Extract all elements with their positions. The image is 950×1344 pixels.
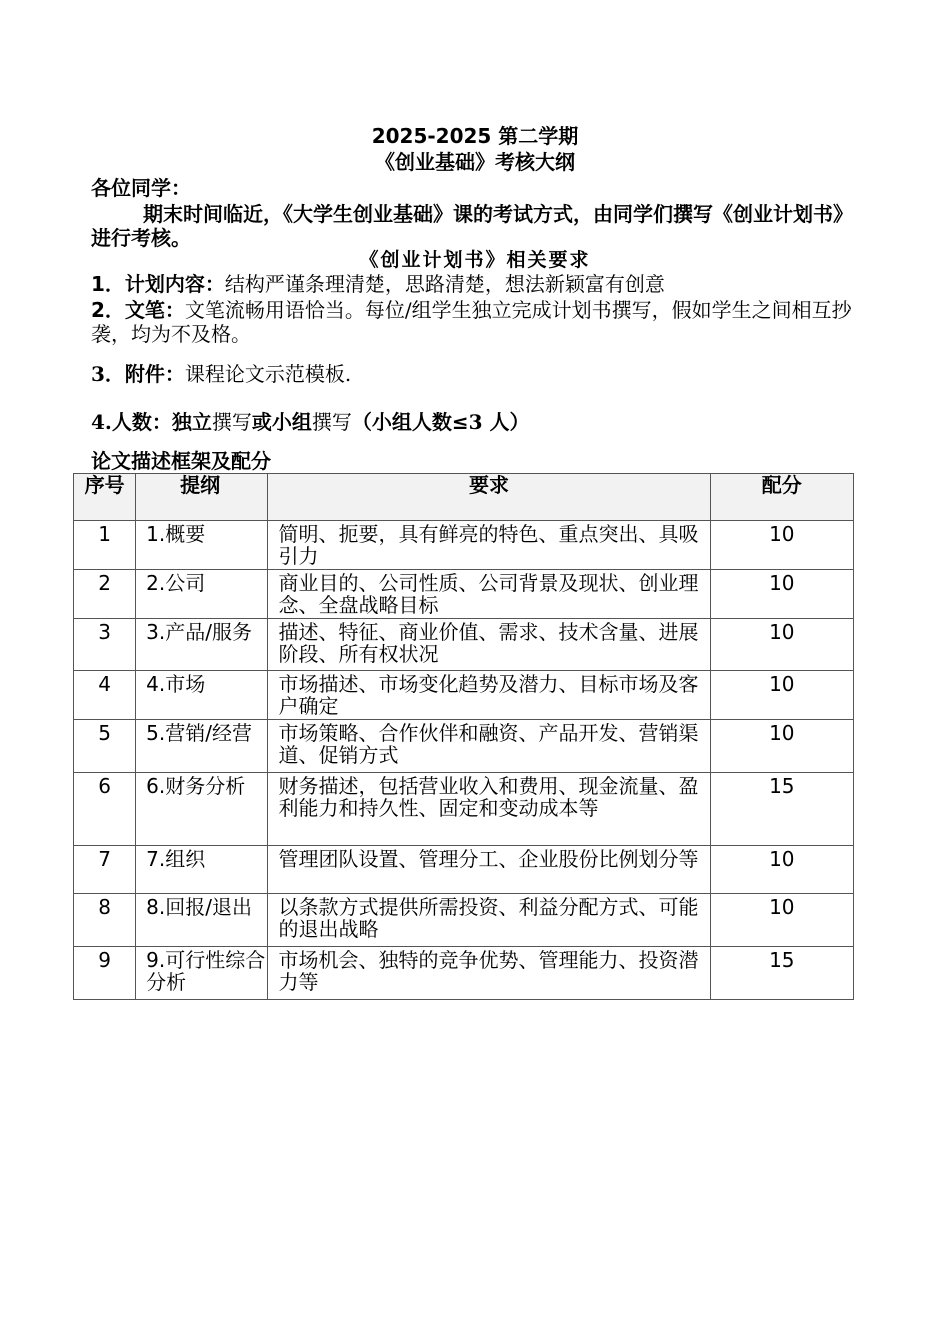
requirement-item-3 xyxy=(91,362,861,386)
table-row xyxy=(74,619,854,671)
column-header-outline: 提纲 xyxy=(136,474,268,521)
requirement-label: 4.人数： xyxy=(91,410,172,434)
row-outline: 4.市场 xyxy=(136,671,268,720)
row-score: 10 xyxy=(710,619,853,671)
course-title: 《创业基础》考核大纲 xyxy=(375,150,575,174)
intro-paragraph: 期末时间临近，《大学生创业基础》课的考试方式，由同学们撰写《创业计划书》进行考核。 xyxy=(91,202,853,250)
row-score: 10 xyxy=(710,671,853,720)
row-score: 10 xyxy=(710,894,853,947)
row-requirement: 市场机会、独特的竞争优势、管理能力、投资潜力等 xyxy=(268,947,710,1000)
row-outline: 5.营销/经营 xyxy=(136,720,268,773)
row-outline: 1.概要 xyxy=(136,521,268,570)
requirement-text-part: 或小组 xyxy=(251,410,312,434)
row-requirement: 以条款方式提供所需投资、利益分配方式、可能的退出战略 xyxy=(268,894,710,947)
table-row xyxy=(74,570,854,619)
row-outline: 7.组织 xyxy=(136,846,268,894)
row-requirement: 商业目的、公司性质、公司背景及现状、创业理念、全盘战略目标 xyxy=(268,570,710,619)
table-row xyxy=(74,894,854,947)
row-requirement: 市场策略、合作伙伴和融资、产品开发、营销渠道、促销方式 xyxy=(268,720,710,773)
row-number: 3 xyxy=(74,619,136,671)
row-score: 15 xyxy=(710,773,853,846)
row-number: 6 xyxy=(74,773,136,846)
table-row xyxy=(74,846,854,894)
score-table xyxy=(73,473,854,1000)
table-row xyxy=(74,671,854,720)
requirement-item-1 xyxy=(91,272,861,296)
row-score: 10 xyxy=(710,846,853,894)
row-number: 9 xyxy=(74,947,136,1000)
column-header-no: 序号 xyxy=(74,474,136,521)
row-score: 10 xyxy=(710,720,853,773)
row-outline: 6.财务分析 xyxy=(136,773,268,846)
table-row xyxy=(74,720,854,773)
term-title: 2025-2025 第二学期 xyxy=(371,124,579,148)
table-row xyxy=(74,521,854,570)
requirement-label: 1．计划内容： xyxy=(91,272,225,296)
row-requirement: 简明、扼要，具有鲜亮的特色、重点突出、具吸引力 xyxy=(268,521,710,570)
requirement-label: 3．附件： xyxy=(91,362,185,386)
greeting: 各位同学： xyxy=(91,176,191,200)
requirement-text: 结构严谨条理清楚，思路清楚，想法新颖富有创意 xyxy=(224,272,665,296)
row-requirement: 管理团队设置、管理分工、企业股份比例划分等 xyxy=(268,846,710,894)
table-row xyxy=(74,947,854,1000)
row-number: 7 xyxy=(74,846,136,894)
row-score: 10 xyxy=(710,570,853,619)
row-number: 8 xyxy=(74,894,136,947)
column-header-requirement: 要求 xyxy=(268,474,710,521)
requirement-text: 文笔流畅用语恰当。每位/组学生独立完成计划书撰写，假如学生之间相互抄袭，均为不及格。 xyxy=(91,298,852,346)
row-score: 15 xyxy=(710,947,853,1000)
row-number: 5 xyxy=(74,720,136,773)
row-outline: 9.可行性综合分析 xyxy=(136,947,268,1000)
row-outline: 2.公司 xyxy=(136,570,268,619)
requirement-item-2 xyxy=(91,298,871,346)
row-score: 10 xyxy=(710,521,853,570)
requirement-text-part: （小组人数≤3 人） xyxy=(351,410,530,434)
row-requirement: 市场描述、市场变化趋势及潜力、目标市场及客户确定 xyxy=(268,671,710,720)
requirement-text-part: 撰写 xyxy=(211,410,252,434)
row-number: 4 xyxy=(74,671,136,720)
row-requirement: 描述、特征、商业价值、需求、技术含量、进展阶段、所有权状况 xyxy=(268,619,710,671)
column-header-score: 配分 xyxy=(710,474,853,521)
requirement-item-4 xyxy=(91,410,861,434)
requirement-label: 2．文笔： xyxy=(91,298,185,322)
row-outline: 8.回报/退出 xyxy=(136,894,268,947)
framework-heading: 论文描述框架及配分 xyxy=(91,449,271,473)
row-number: 1 xyxy=(74,521,136,570)
requirement-text-part: 独立 xyxy=(171,410,212,434)
requirement-text-part: 撰写 xyxy=(311,410,352,434)
table-row xyxy=(74,773,854,846)
row-requirement: 财务描述，包括营业收入和费用、现金流量、盈利能力和持久性、固定和变动成本等 xyxy=(268,773,710,846)
row-outline: 3.产品/服务 xyxy=(136,619,268,671)
requirement-text: 课程论文示范模板. xyxy=(184,362,352,386)
requirements-subtitle: 《创业计划书》相关要求 xyxy=(359,249,591,271)
table-header-row xyxy=(74,474,854,521)
row-number: 2 xyxy=(74,570,136,619)
